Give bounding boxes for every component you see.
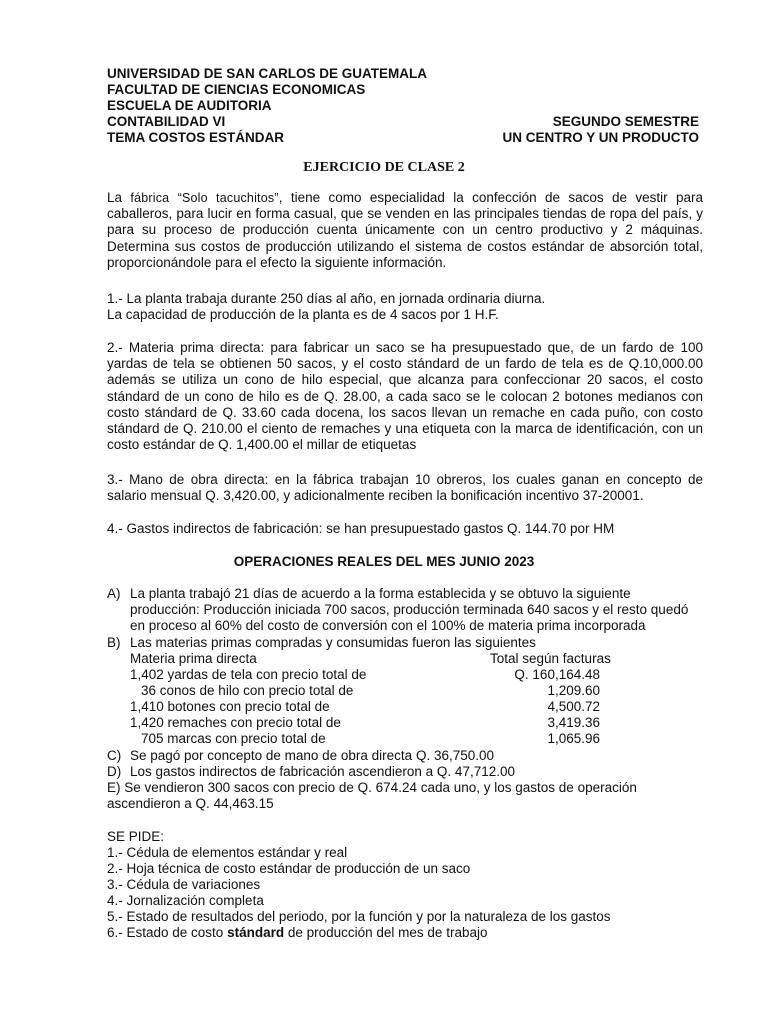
- point-1-line-2: La capacidad de producción de la planta es de 4 sacos por 1 H.F.: [107, 307, 499, 322]
- item-a-text: La planta trabajó 21 días de acuerdo a la forma establecida y se obtuvo la siguiente producción: Producción iniciada 700 sacos, producción terminada 640 sacos y el resto quedó en proceso al 60% del costo de conversión con el 100% de materia prima incorporada: [130, 586, 689, 634]
- se-pide-item: 2.- Hoja técnica de costo estándar de producción de un saco: [107, 861, 471, 876]
- table-head-right: Total según facturas: [490, 651, 611, 666]
- point-2-paragraph: 2.- Materia prima directa: para fabricar un saco se ha presupuestado que, de un fardo de 100 yardas de tela se obtienen 50 sacos, y el costo stándard de un fardo de tela es de Q.10,000.00 además se utiliza un cono de hilo especial, que alcanza para confeccionar 20 sacos, el costo stándard de un cono de hilo es de Q. 28.00, a cada saco se le colocan 2 botones medianos con costo stándard de Q. 33.60 cada docena, los sacos llevan un remache en cada puño, con costo stándard de Q. 210.00 el ciento de remaches y una etiqueta con la marca de identificación, con un costo estándar de Q. 1,400.00 el millar de etiquetas: [107, 340, 703, 453]
- header-topic: TEMA COSTOS ESTÁNDAR: [107, 130, 285, 145]
- operations-heading: OPERACIONES REALES DEL MES JUNIO 2023: [233, 554, 535, 569]
- header-topic-row: [107, 130, 707, 146]
- item-b-label: B): [107, 635, 121, 650]
- header-course-row: [107, 114, 707, 130]
- item-6-suffix: de producción del mes de trabajo: [284, 925, 488, 940]
- item-c-text: Se pagó por concepto de mano de obra directa Q. 36,750.00: [130, 748, 495, 763]
- se-pide-item: 5.- Estado de resultados del periodo, por la función y por la naturaleza de los gastos: [107, 909, 611, 924]
- table-head-left: Materia prima directa: [130, 651, 257, 666]
- table-row-amount: 3,419.36: [547, 715, 600, 730]
- se-pide-item-6: [107, 925, 487, 941]
- table-row-amount: 1,065.96: [547, 731, 600, 746]
- table-row-amount: 1,209.60: [547, 683, 600, 698]
- table-row-desc: 1,420 remaches con precio total de: [130, 715, 341, 730]
- item-a-label: A): [107, 586, 121, 601]
- intro-prefix: La: [107, 190, 131, 205]
- se-pide-heading: SE PIDE:: [107, 829, 165, 844]
- item-e-label: E): [107, 780, 121, 795]
- table-row-amount: Q. 160,164.48: [514, 667, 600, 682]
- se-pide-item: 3.- Cédula de variaciones: [107, 877, 261, 892]
- table-row-amount: 4,500.72: [547, 699, 600, 714]
- header-faculty: FACULTAD DE CIENCIAS ECONOMICAS: [107, 82, 366, 97]
- point-1-line-1: 1.- La planta trabaja durante 250 días al año, en jornada ordinaria diurna.: [107, 291, 546, 306]
- header-course: CONTABILIDAD VI: [107, 114, 226, 129]
- header-school: ESCUELA DE AUDITORIA: [107, 98, 272, 113]
- item-6-prefix: 6.- Estado de costo: [107, 925, 228, 940]
- se-pide-item: 1.- Cédula de elementos estándar y real: [107, 845, 348, 860]
- intro-paragraph: [107, 190, 703, 271]
- intro-company-name: fábrica “Solo tacuchitos”: [130, 191, 279, 205]
- header-university: UNIVERSIDAD DE SAN CARLOS DE GUATEMALA: [107, 66, 428, 81]
- item-c-label: C): [107, 748, 122, 763]
- item-6-bold: stándard: [227, 925, 285, 940]
- se-pide-item: 4.- Jornalización completa: [107, 893, 264, 908]
- header-semester: SEGUNDO SEMESTRE: [552, 114, 699, 129]
- point-4-line: 4.- Gastos indirectos de fabricación: se han presupuestado gastos Q. 144.70 por HM: [107, 521, 615, 536]
- item-e: [107, 780, 703, 812]
- item-d-label: D): [107, 764, 122, 779]
- item-d-text: Los gastos indirectos de fabricación ascendieron a Q. 47,712.00: [130, 764, 515, 779]
- table-row-desc: 1,410 botones con precio total de: [130, 699, 330, 714]
- exercise-title: EJERCICIO DE CLASE 2: [303, 160, 465, 175]
- table-row-desc: 36 conos de hilo con precio total de: [141, 683, 354, 698]
- item-b-text: Las materias primas compradas y consumidas fueron las siguientes: [130, 635, 536, 650]
- table-row-desc: 1,402 yardas de tela con precio total de: [130, 667, 367, 682]
- point-3-paragraph: 3.- Mano de obra directa: en la fábrica trabajan 10 obreros, los cuales ganan en concepto de salario mensual Q. 3,420.00, y adicionalmente reciben la bonificación incentivo 37-20001.: [107, 472, 703, 504]
- table-row-desc: 705 marcas con precio total de: [141, 731, 326, 746]
- header-subtopic: UN CENTRO Y UN PRODUCTO: [502, 130, 699, 145]
- intro-rest: , tiene como especialidad la confección de sacos de vestir para caballeros, para lucir en forma casual, que se venden en las principales tiendas de ropa del país, y para su proceso de producción cuenta únicamente con un centro productivo y 2 máquinas. Determina sus costos de producción utilizando el sistema de costos estándar de absorción total, proporcionándole para el efecto la siguiente información.: [107, 190, 704, 270]
- item-e-text: Se vendieron 300 sacos con precio de Q. 674.24 cada uno, y los gastos de operación ascendieron a Q. 44,463.15: [107, 780, 637, 812]
